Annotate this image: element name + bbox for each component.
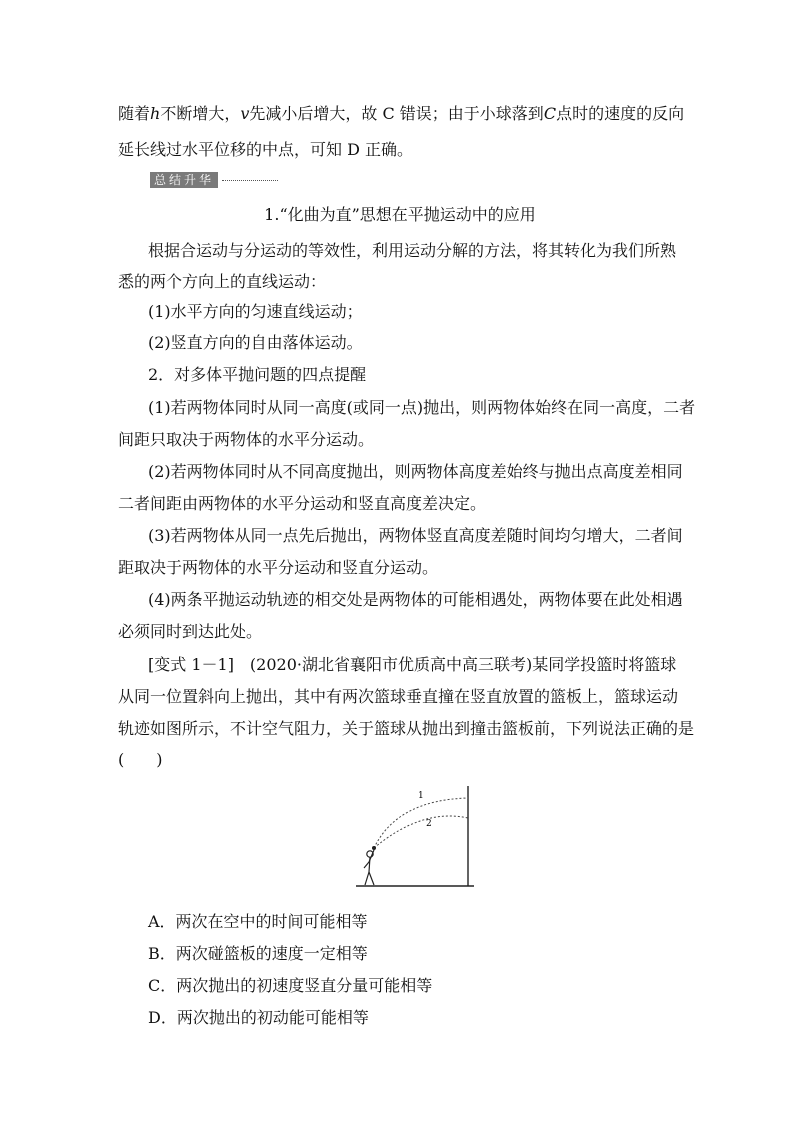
trajectory-1 [374, 798, 468, 848]
option-c: C．两次抛出的初速度竖直分量可能相等 [148, 976, 433, 995]
trajectory-2 [374, 816, 468, 848]
question-answer-blank: ( ) [118, 750, 163, 769]
option-b: B．两次碰篮板的速度一定相等 [148, 944, 368, 963]
point1-title: 1.“化曲为直”思想在平抛运动中的应用 [264, 205, 536, 224]
point2-item-1-line-1: (1)若两物体同时从同一高度(或同一点)抛出，则两物体始终在同一高度，二者 [148, 398, 696, 417]
player-figure [364, 850, 374, 885]
point2-title: 2．对多体平抛问题的四点提醒 [148, 365, 367, 384]
trajectory-label-2: 2 [426, 819, 432, 829]
point2-item-2-line-1: (2)若两物体同时从不同高度抛出，则两物体高度差始终与抛出点高度差相同 [148, 462, 683, 481]
point2-item-4-line-2: 必须同时到达此处。 [118, 622, 263, 641]
point2-item-4-line-1: (4)两条平抛运动轨迹的相交处是两物体的可能相遇处，两物体要在此处相遇 [148, 590, 683, 609]
point2-item-2-line-2: 二者间距由两物体的水平分运动和竖直高度差决定。 [118, 494, 487, 513]
point2-item-3-line-2: 距取决于两物体的水平分运动和竖直分运动。 [118, 558, 439, 577]
intro-line-2: 延长线过水平位移的中点，可知 D 正确。 [118, 140, 414, 159]
point1-item-2: (2)竖直方向的自由落体运动。 [148, 333, 363, 352]
trajectory-label-1: 1 [418, 791, 424, 801]
question-line-2: 从同一位置斜向上抛出，其中有两次篮球垂直撞在竖直放置的篮板上，篮球运动 [118, 687, 679, 706]
intro-line-1: 随着h不断增大，v先减小后增大，故 C 错误；由于小球落到C点时的速度的反向 [118, 104, 685, 123]
basketball [372, 846, 376, 850]
summary-dash-line [222, 180, 278, 181]
point1-paragraph-2: 悉的两个方向上的直线运动： [118, 272, 327, 291]
summary-tag [150, 172, 278, 188]
point2-item-1-line-2: 间距只取决于两物体的水平分运动。 [118, 430, 375, 449]
point1-item-1: (1)水平方向的匀速直线运动； [148, 302, 363, 321]
summary-badge: 总结升华 [150, 172, 218, 188]
point2-item-3-line-1: (3)若两物体从同一点先后抛出，两物体竖直高度差随时间均匀增大，二者间 [148, 526, 683, 545]
question-line-3: 轨迹如图所示，不计空气阻力，关于篮球从抛出到撞击篮板前，下列说法正确的是 [118, 719, 695, 738]
option-d: D．两次抛出的初动能可能相等 [148, 1008, 369, 1027]
question-line-1: [变式 1－1] (2020·湖北省襄阳市优质高中高三联考)某同学投篮时将篮球 [148, 655, 677, 674]
option-a: A．两次在空中的时间可能相等 [148, 912, 368, 931]
basketball-trajectory-figure [352, 782, 476, 890]
point1-paragraph-1: 根据合运动与分运动的等效性，利用运动分解的方法，将其转化为我们所熟 [148, 241, 677, 260]
